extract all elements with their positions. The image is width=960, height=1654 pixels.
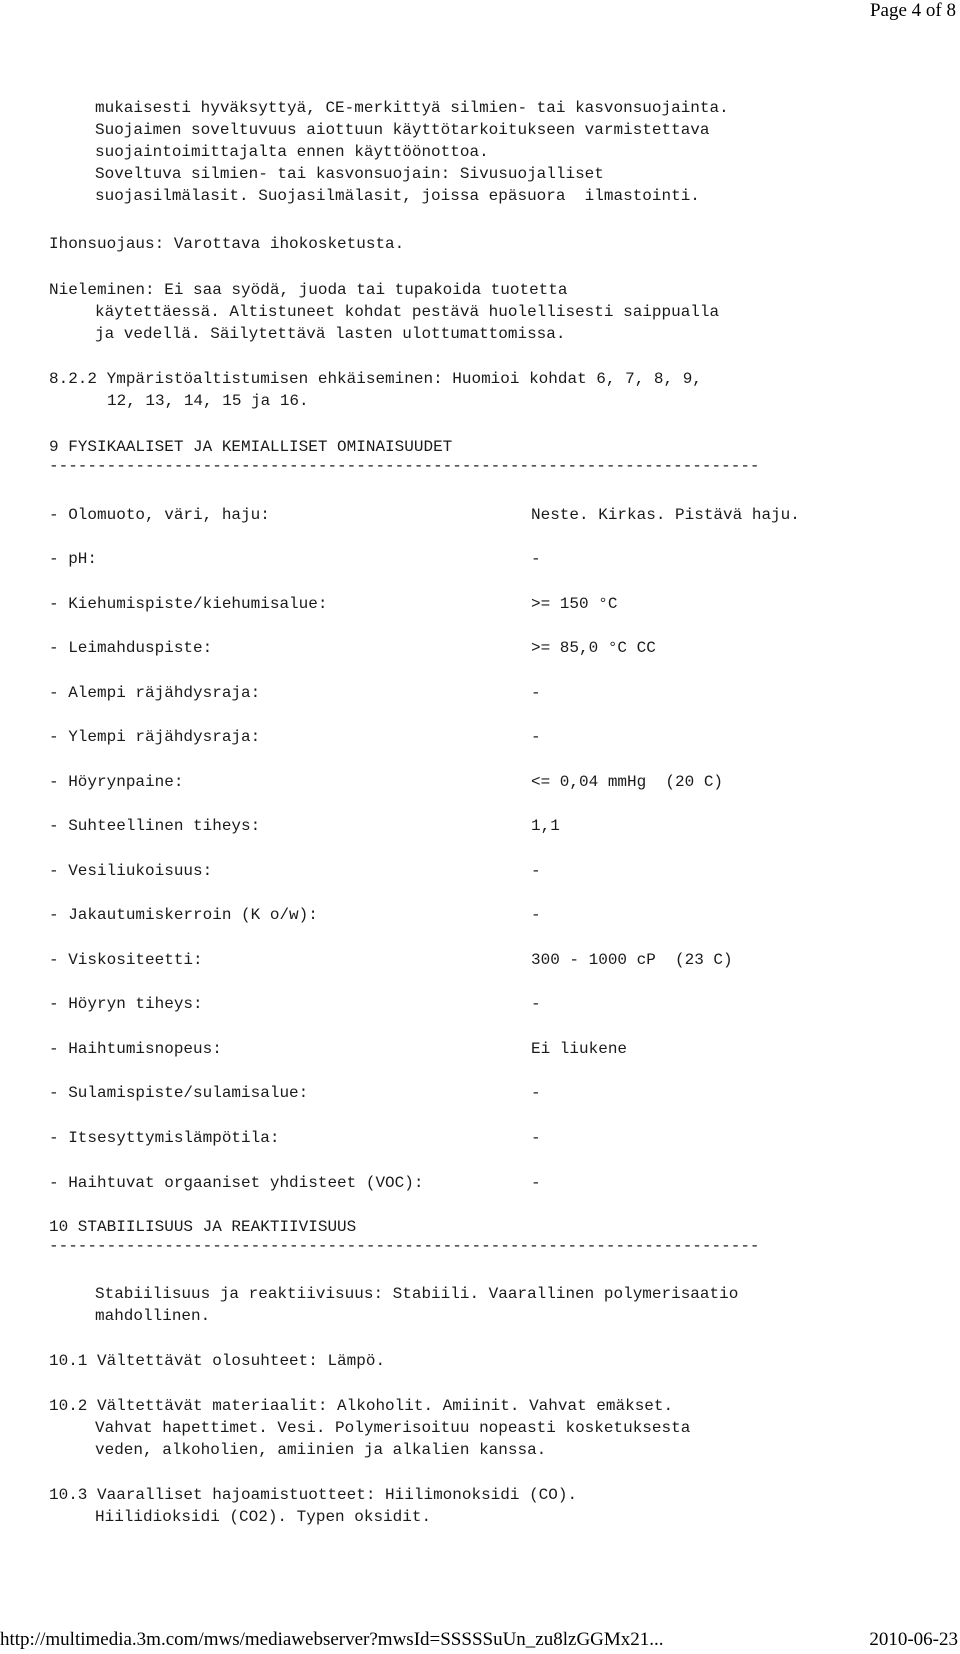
property-label: - Ylempi räjähdysraja: bbox=[49, 728, 261, 746]
property-value: - bbox=[531, 550, 541, 568]
materials-line-2: Vahvat hapettimet. Vesi. Polymerisoituu nopeasti kosketuksesta bbox=[95, 1419, 691, 1437]
page-indicator: Page 4 of 8 bbox=[869, 0, 956, 21]
property-label: - Höyrynpaine: bbox=[49, 773, 184, 791]
property-label: - Leimahduspiste: bbox=[49, 639, 213, 657]
property-label: - Itsesyttymislämpötila: bbox=[49, 1129, 280, 1147]
skin-protection: Ihonsuojaus: Varottava ihokosketusta. bbox=[49, 235, 405, 253]
ingestion-line-3: ja vedellä. Säilytettävä lasten ulottumattomissa. bbox=[95, 325, 566, 343]
materials-line-1: 10.2 Vältettävät materiaalit: Alkoholit. Amiinit. Vahvat emäkset. bbox=[49, 1397, 674, 1415]
eye-protection-line-3: suojaintoimittajalta ennen käyttöönottoa. bbox=[95, 143, 489, 161]
property-value: >= 150 °C bbox=[531, 595, 618, 613]
property-label: - Sulamispiste/sulamisalue: bbox=[49, 1084, 309, 1102]
environment-line-1: 8.2.2 Ympäristöaltistumisen ehkäiseminen: Huomioi kohdat 6, 7, 8, 9, bbox=[49, 370, 702, 388]
stability-line-2: mahdollinen. bbox=[95, 1307, 211, 1325]
property-value: - bbox=[531, 684, 541, 702]
eye-protection-line-5: suojasilmälasit. Suojasilmälasit, joissa epäsuora ilmastointi. bbox=[95, 187, 700, 205]
eye-protection-line-4: Soveltuva silmien- tai kasvonsuojain: Sivusuojalliset bbox=[95, 165, 604, 183]
property-label: - Haihtumisnopeus: bbox=[49, 1040, 222, 1058]
property-value: - bbox=[531, 906, 541, 924]
ingestion-line-1: Nieleminen: Ei saa syödä, juoda tai tupakoida tuotetta bbox=[49, 281, 568, 299]
materials-line-3: veden, alkoholien, amiinien ja alkalien kanssa. bbox=[95, 1441, 547, 1459]
property-value: - bbox=[531, 1129, 541, 1147]
property-label: - Jakautumiskerroin (K o/w): bbox=[49, 906, 318, 924]
section-9-divider: -------------------------------------------------------------------------- bbox=[49, 457, 760, 475]
property-value: - bbox=[531, 728, 541, 746]
section-9-title: 9 FYSIKAALISET JA KEMIALLISET OMINAISUUDET bbox=[49, 438, 453, 456]
property-value: - bbox=[531, 995, 541, 1013]
property-value: - bbox=[531, 1084, 541, 1102]
property-value: - bbox=[531, 1174, 541, 1192]
property-value: 300 - 1000 cP (23 C) bbox=[531, 951, 733, 969]
property-value: - bbox=[531, 862, 541, 880]
print-date: 2010-06-23 bbox=[869, 1629, 958, 1650]
decomposition-line-2: Hiilidioksidi (CO2). Typen oksidit. bbox=[95, 1508, 432, 1526]
conditions-to-avoid: 10.1 Vältettävät olosuhteet: Lämpö. bbox=[49, 1352, 386, 1370]
stability-line-1: Stabiilisuus ja reaktiivisuus: Stabiili. Vaarallinen polymerisaatio bbox=[95, 1285, 739, 1303]
property-label: - Kiehumispiste/kiehumisalue: bbox=[49, 595, 328, 613]
section-10-divider: -------------------------------------------------------------------------- bbox=[49, 1237, 760, 1255]
property-label: - Vesiliukoisuus: bbox=[49, 862, 213, 880]
property-value: 1,1 bbox=[531, 817, 560, 835]
environment-line-2: 12, 13, 14, 15 ja 16. bbox=[107, 392, 309, 410]
property-label: - pH: bbox=[49, 550, 98, 568]
ingestion-line-2: käytettäessä. Altistuneet kohdat pestävä huolellisesti saippualla bbox=[95, 303, 720, 321]
property-label: - Höyryn tiheys: bbox=[49, 995, 203, 1013]
source-url[interactable]: http://multimedia.3m.com/mws/mediawebserver?mwsId=SSSSSuUn_zu8lzGGMx21... bbox=[0, 1629, 664, 1650]
property-label: - Olomuoto, väri, haju: bbox=[49, 506, 270, 524]
eye-protection-line-1: mukaisesti hyväksyttyä, CE-merkittyä silmien- tai kasvonsuojainta. bbox=[95, 99, 729, 117]
property-label: - Alempi räjähdysraja: bbox=[49, 684, 261, 702]
property-value: Neste. Kirkas. Pistävä haju. bbox=[531, 506, 800, 524]
property-value: Ei liukene bbox=[531, 1040, 628, 1058]
property-label: - Suhteellinen tiheys: bbox=[49, 817, 261, 835]
decomposition-line-1: 10.3 Vaaralliset hajoamistuotteet: Hiilimonoksidi (CO). bbox=[49, 1486, 578, 1504]
property-label: - Viskositeetti: bbox=[49, 951, 203, 969]
property-label: - Haihtuvat orgaaniset yhdisteet (VOC): bbox=[49, 1174, 424, 1192]
eye-protection-line-2: Suojaimen soveltuvuus aiottuun käyttötarkoitukseen varmistettava bbox=[95, 121, 710, 139]
section-10-title: 10 STABIILISUUS JA REAKTIIVISUUS bbox=[49, 1218, 357, 1236]
property-value: <= 0,04 mmHg (20 C) bbox=[531, 773, 724, 791]
property-value: >= 85,0 °C CC bbox=[531, 639, 656, 657]
